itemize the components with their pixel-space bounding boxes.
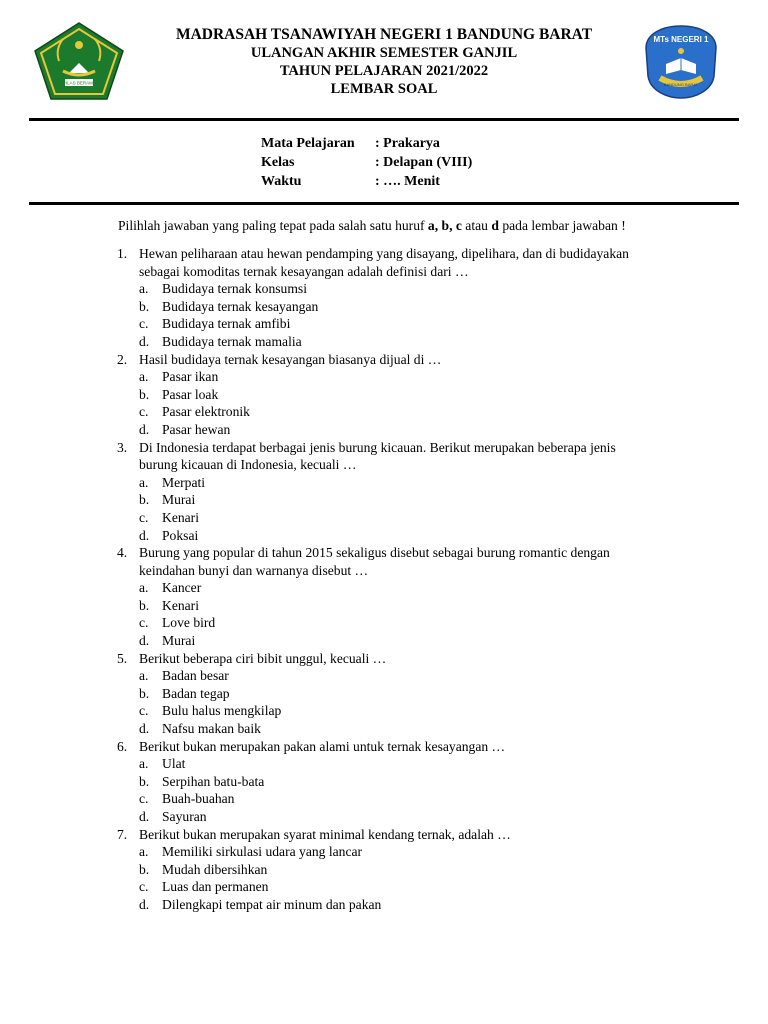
option-letter: b.	[139, 773, 150, 789]
answer-option	[117, 491, 677, 509]
option-text: Kancer	[162, 580, 202, 596]
instruction-text: Pilihlah jawaban yang paling tepat pada salah satu huruf	[118, 218, 428, 233]
ministry-logo	[33, 21, 125, 101]
option-text: Bulu halus mengkilap	[162, 703, 282, 719]
info-value: : Delapan (VIII)	[375, 155, 473, 170]
option-letter: a.	[139, 281, 149, 297]
answer-option	[117, 861, 677, 879]
option-text: Buah-buahan	[162, 791, 235, 807]
question-text: Hasil budidaya ternak kesayangan biasanya dijual di …	[139, 351, 442, 367]
answer-option	[117, 315, 677, 333]
info-divider	[29, 202, 739, 205]
instruction-letters: a, b, c	[427, 218, 462, 233]
info-row-subject	[261, 134, 472, 153]
answer-option	[117, 474, 677, 492]
option-letter: a.	[139, 668, 149, 684]
option-letter: c.	[139, 703, 149, 719]
answer-option	[117, 421, 677, 439]
answer-option	[117, 298, 677, 316]
option-letter: a.	[139, 580, 149, 596]
answer-option	[117, 509, 677, 527]
option-text: Pasar elektronik	[162, 404, 250, 420]
option-letter: b.	[139, 298, 150, 314]
option-text: Serpihan batu-bata	[162, 773, 265, 789]
answer-option	[117, 527, 677, 545]
answer-option	[117, 773, 677, 791]
answer-option	[117, 755, 677, 773]
answer-option	[117, 720, 677, 738]
question-number	[117, 456, 139, 474]
question-text: Di Indonesia terdapat berbagai jenis burung kicauan. Berikut merupakan beberapa jenis	[139, 439, 616, 455]
option-text: Dilengkapi tempat air minum dan pakan	[162, 896, 382, 912]
option-letter: a.	[139, 844, 149, 860]
option-text: Luas dan permanen	[162, 879, 269, 895]
answer-option	[117, 368, 677, 386]
answer-option	[117, 403, 677, 421]
option-text: Budidaya ternak mamalia	[162, 333, 302, 349]
instruction-text: atau	[461, 218, 492, 233]
question-item	[117, 544, 677, 650]
question-number: 3.	[117, 439, 128, 455]
option-letter: b.	[139, 492, 150, 508]
question-text: Hewan peliharaan atau hewan pendamping yang disayang, dipelihara, dan di budidayakan	[139, 246, 629, 261]
question-line	[117, 456, 677, 474]
sheet-title: LEMBAR SOAL	[330, 81, 438, 97]
info-value: : Prakarya	[375, 136, 440, 151]
answer-option	[117, 896, 677, 914]
option-letter: c.	[139, 615, 149, 631]
option-text: Budidaya ternak amfibi	[162, 316, 291, 332]
question-number: 7.	[117, 826, 128, 842]
school-name: MADRASAH TSANAWIYAH NEGERI 1 BANDUNG BARAT	[175, 26, 593, 43]
option-letter: b.	[139, 386, 150, 402]
answer-option	[117, 790, 677, 808]
option-letter: c.	[139, 791, 149, 807]
answer-option	[117, 702, 677, 720]
question-item	[117, 351, 677, 439]
option-letter: b.	[139, 861, 150, 877]
answer-option	[117, 333, 677, 351]
option-text: Sayuran	[162, 809, 207, 824]
info-label: Mata Pelajaran	[261, 136, 355, 151]
question-text: Berikut bukan merupakan syarat minimal kendang ternak, adalah …	[139, 826, 511, 842]
option-text: Badan tegap	[162, 685, 230, 701]
info-row-time	[261, 172, 472, 191]
answer-option	[117, 386, 677, 404]
option-letter: d.	[139, 633, 150, 649]
right-logo-motto: BANDUNG BARAT	[663, 82, 699, 87]
answer-option	[117, 878, 677, 896]
question-line	[117, 544, 677, 562]
option-letter: d.	[139, 721, 150, 737]
option-text: Mudah dibersihkan	[162, 861, 268, 877]
right-logo-text: MTs NEGERI 1	[653, 35, 709, 44]
exam-name: ULANGAN AKHIR SEMESTER GANJIL	[250, 45, 518, 61]
option-text: Love bird	[162, 615, 216, 631]
question-item	[117, 650, 677, 738]
question-list	[117, 245, 677, 914]
option-text: Kenari	[162, 597, 199, 613]
option-letter: b.	[139, 597, 150, 613]
answer-option	[117, 808, 677, 826]
question-text: Berikut beberapa ciri bibit unggul, kecuali …	[139, 650, 387, 666]
option-text: Memiliki sirkulasi udara yang lancar	[162, 844, 363, 860]
instruction-letter-d: d	[491, 218, 499, 233]
question-text: keindahan bunyi dan warnanya disebut …	[139, 562, 369, 578]
question-line	[117, 245, 677, 263]
question-number: 6.	[117, 738, 128, 754]
option-text: Nafsu makan baik	[162, 721, 261, 737]
question-line	[117, 738, 677, 756]
option-letter: a.	[139, 369, 149, 385]
option-text: Budidaya ternak kesayangan	[162, 298, 319, 314]
academic-year: TAHUN PELAJARAN 2021/2022	[279, 63, 489, 79]
question-number: 1.	[117, 246, 128, 261]
school-logo	[642, 24, 720, 100]
question-text: Berikut bukan merupakan pakan alami untuk ternak kesayangan …	[139, 738, 506, 754]
info-row-class	[261, 153, 472, 172]
option-letter: a.	[139, 474, 149, 490]
option-text: Pasar hewan	[162, 421, 231, 437]
question-line	[117, 351, 677, 369]
header-divider	[29, 118, 739, 121]
option-letter: a.	[139, 756, 149, 772]
exam-info	[261, 134, 472, 191]
question-line	[117, 650, 677, 668]
school-title-block	[130, 26, 638, 98]
question-line	[117, 826, 677, 844]
option-text: Murai	[162, 633, 196, 649]
question-line	[117, 439, 677, 457]
answer-option	[117, 280, 677, 298]
question-text: burung kicauan di Indonesia, kecuali …	[139, 457, 357, 473]
option-text: Ulat	[162, 756, 186, 772]
option-letter: d.	[139, 809, 150, 824]
option-text: Poksai	[162, 527, 199, 543]
question-line	[117, 263, 677, 281]
question-line	[117, 562, 677, 580]
answer-option	[117, 579, 677, 597]
answer-option	[117, 597, 677, 615]
option-text: Pasar loak	[162, 386, 219, 402]
answer-option	[117, 843, 677, 861]
info-label: Kelas	[261, 155, 295, 170]
question-number: 2.	[117, 351, 128, 367]
question-number: 5.	[117, 650, 128, 666]
option-letter: d.	[139, 333, 150, 349]
option-text: Badan besar	[162, 668, 229, 684]
option-text: Kenari	[162, 509, 199, 525]
option-letter: b.	[139, 685, 150, 701]
question-item	[117, 439, 677, 545]
option-letter: d.	[139, 421, 150, 437]
option-text: Murai	[162, 492, 196, 508]
question-number	[117, 263, 139, 281]
instruction-text: pada lembar jawaban !	[498, 218, 626, 233]
question-text: sebagai komoditas ternak kesayangan adalah definisi dari …	[139, 263, 469, 279]
question-item	[117, 738, 677, 826]
answer-option	[117, 632, 677, 650]
question-text: Burung yang popular di tahun 2015 sekaligus disebut sebagai burung romantic dengan	[139, 545, 610, 561]
answer-option	[117, 614, 677, 632]
option-letter: d.	[139, 896, 150, 912]
left-logo-text: IKHLAS BERAMAL	[59, 80, 99, 86]
option-letter: d.	[139, 527, 150, 543]
option-text: Budidaya ternak konsumsi	[162, 281, 307, 297]
info-label: Waktu	[261, 174, 302, 189]
instructions	[118, 218, 626, 234]
option-letter: c.	[139, 509, 149, 525]
question-number: 4.	[117, 545, 128, 561]
info-value: : …. Menit	[375, 174, 440, 189]
option-letter: c.	[139, 879, 149, 895]
answer-option	[117, 667, 677, 685]
option-text: Pasar ikan	[162, 369, 219, 385]
question-item	[117, 826, 677, 914]
option-text: Merpati	[162, 474, 206, 490]
question-number	[117, 562, 139, 580]
answer-option	[117, 685, 677, 703]
option-letter: c.	[139, 316, 149, 332]
option-letter: c.	[139, 404, 149, 420]
question-item	[117, 245, 677, 351]
